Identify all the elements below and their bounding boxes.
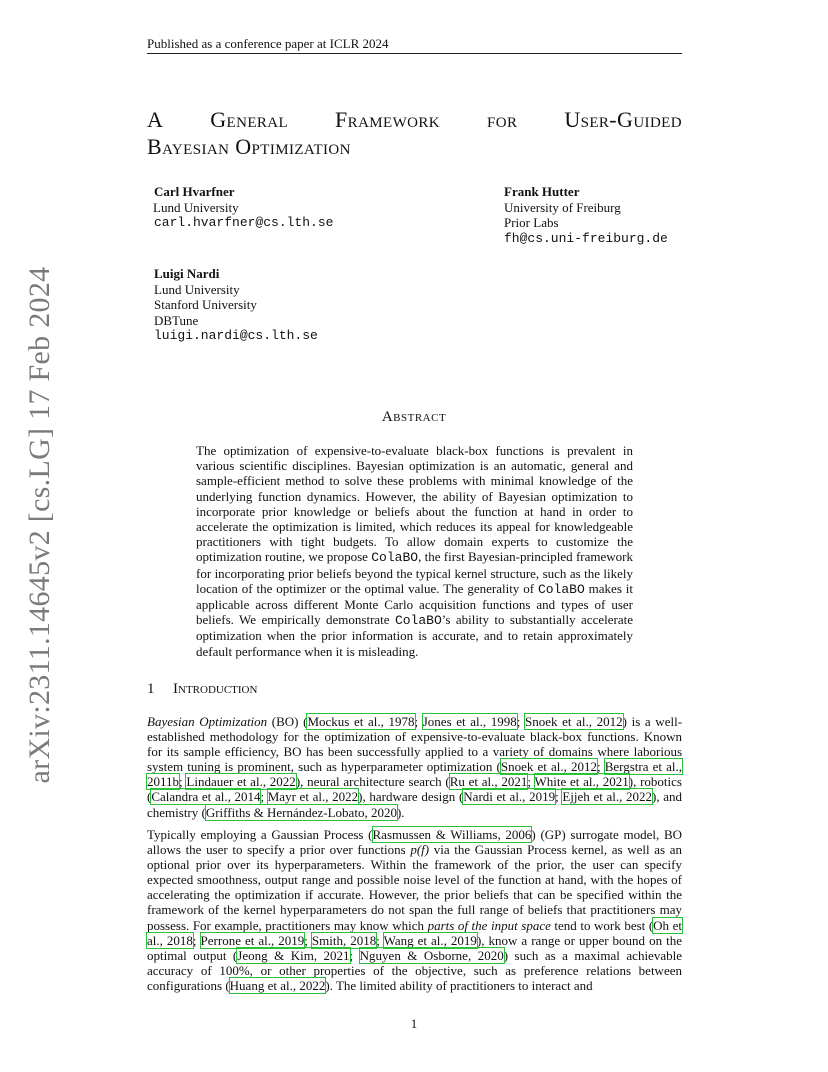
text: ; xyxy=(349,947,360,963)
running-header: Published as a conference paper at ICLR 2024 xyxy=(147,36,389,51)
text: ) such as a maximal achievable accuracy of 100%, or other properties of the objective, such as preference relations between configurations ( xyxy=(147,947,682,993)
text: ), and chemistry ( xyxy=(147,789,682,820)
citation-link[interactable]: Huang et al., 2022 xyxy=(229,977,326,993)
arxiv-stamp[interactable]: arXiv:2311.14645v2 [cs.LG] 17 Feb 2024 xyxy=(23,266,56,784)
citation-link[interactable]: Nguyen & Osborne, 2020 xyxy=(359,947,504,963)
text: ), robotics ( xyxy=(147,774,682,805)
citation-link[interactable]: Snoek et al., 2012 xyxy=(500,759,597,775)
author-affiliation: Stanford University xyxy=(154,297,257,312)
author-affiliation: DBTune xyxy=(154,312,199,328)
author-block-hutter xyxy=(504,184,668,246)
title-word: for xyxy=(486,107,518,132)
author-affiliation: University of Freiburg xyxy=(504,199,621,215)
text: ) is a well-established methodology for the optimization of expensive-to-evaluate black-box functions. Known for its sample efficiency, BO has been successfully applied to a variety of domains where laborious system tuning is prominent, such as hyperparameter optimization ( xyxy=(147,714,683,775)
text: tend to work best ( xyxy=(550,917,654,933)
citation-link[interactable]: Ru et al., 2021 xyxy=(449,774,528,790)
text: ; xyxy=(555,789,563,805)
author-email[interactable]: luigi.nardi@cs.lth.se xyxy=(154,328,318,343)
author-affiliation: Prior Labs xyxy=(504,215,559,230)
title-word: User-Guided xyxy=(564,107,682,132)
section-heading-introduction xyxy=(147,681,257,698)
citation-link[interactable]: Mockus et al., 1978 xyxy=(307,714,415,729)
citation-link[interactable]: Lindauer et al., 2022 xyxy=(186,774,296,790)
paper-title xyxy=(147,106,682,160)
colabo-code: ColaBO xyxy=(537,581,585,597)
emphasis: parts of the input space xyxy=(427,917,551,933)
citation-link[interactable]: Mayr et al., 2022 xyxy=(267,789,359,805)
author-block-nardi xyxy=(154,266,318,344)
abstract-heading: Abstract xyxy=(381,409,447,425)
citation-link[interactable]: Griffiths & Hernández-Lobato, 2020 xyxy=(205,804,397,820)
colabo-code: ColaBO xyxy=(394,613,442,629)
intro-paragraph-1 xyxy=(147,714,682,820)
section-title: Introduction xyxy=(173,681,258,697)
text: ; xyxy=(260,789,268,805)
text: ; xyxy=(376,932,384,948)
author-name: Carl Hvarfner xyxy=(154,184,235,199)
page-number: 1 xyxy=(410,1016,418,1031)
abstract-text: , the first Bayesian-principled framework for incorporating prior beliefs beyond the typical kernel structure, such as the likely location of the optimizer or the optimal value. The generality of xyxy=(196,549,633,596)
title-word: General xyxy=(210,107,289,132)
abstract-body xyxy=(196,443,633,659)
citation-link[interactable]: Calandra et al., 2014 xyxy=(151,789,261,805)
text: ; xyxy=(516,714,526,729)
text: ; xyxy=(527,774,535,790)
text: via the Gaussian Process kernel, as well as an optional prior over its hyperparameters. Within the framework of the prior, the user can specify expected smoothness, output range and possible noise level of the function at hand, with the hopes of accelerating the optimization if accurate. However, the prior beliefs that can be specified within the framework of the kernel hyperparameters do not span the full range of beliefs that practitioners may possess. For example, practitioners may know which xyxy=(147,842,682,933)
title-word: Framework xyxy=(335,107,441,132)
abstract-text: The optimization of expensive-to-evaluate black-box functions is prevalent in various scientific disciplines. Bayesian optimization is an automatic, general and sample-efficient method to solve these problems with minimal knowledge of the underlying function dynamics. However, the ability of Bayesian optimization to incorporate prior knowledge or beliefs about the function at hand in order to accelerate the optimization is limited, which reduces its appeal for knowledgeable practitioners with tight budgets. To allow domain experts to customize the optimization routine, we propose xyxy=(196,443,633,565)
section-number: 1 xyxy=(147,681,155,697)
citation-link[interactable]: Oh et al., 2018 xyxy=(147,917,682,948)
text: ; xyxy=(192,932,201,948)
author-name: Frank Hutter xyxy=(504,184,580,199)
math-expression: p(f) xyxy=(410,842,430,858)
citation-link[interactable]: Ejjeh et al., 2022 xyxy=(562,789,652,805)
text: ; xyxy=(414,714,423,729)
citation-link[interactable]: Jeong & Kim, 2021 xyxy=(237,947,350,963)
abstract-text: ’s ability to substantially accelerate optimization when the prior information is accurate, and to retain approximately default performance when it is misleading. xyxy=(196,612,633,659)
author-name: Luigi Nardi xyxy=(154,266,220,281)
text: ), neural architecture search ( xyxy=(295,774,450,790)
text: ; xyxy=(179,774,187,790)
author-affiliation: Lund University xyxy=(154,281,240,297)
abstract-text: makes it applicable across different Monte Carlo acquisition functions and types of user beliefs. We empirically demonstrate xyxy=(196,580,634,628)
author-block-hvarfner xyxy=(154,184,333,231)
citation-link[interactable]: Snoek et al., 2012 xyxy=(525,714,623,729)
lead-term: Bayesian Optimization xyxy=(147,714,268,729)
author-email[interactable]: fh@cs.uni-freiburg.de xyxy=(504,230,668,246)
citation-link[interactable]: Rasmussen & Williams, 2006 xyxy=(372,827,532,842)
text: ; xyxy=(596,759,605,775)
text: ) (GP) surrogate model, BO allows the user to specify a prior over functions xyxy=(147,827,683,858)
text: ), know a range or upper bound on the optimal output ( xyxy=(147,932,682,963)
citation-link[interactable]: Perrone et al., 2019 xyxy=(200,932,305,948)
citation-link[interactable]: Bergstra et al., 2011b xyxy=(147,759,682,790)
citation-link[interactable]: White et al., 2021 xyxy=(534,774,629,790)
text: Typically employing a Gaussian Process ( xyxy=(147,827,373,842)
citation-link[interactable]: Smith, 2018 xyxy=(311,932,377,948)
header-rule xyxy=(147,53,682,54)
colabo-code: ColaBO xyxy=(371,550,419,566)
author-email[interactable]: carl.hvarfner@cs.lth.se xyxy=(154,215,334,230)
citation-link[interactable]: Jones et al., 1998 xyxy=(422,714,517,729)
author-affiliation: Lund University xyxy=(153,199,239,215)
title-line-2: Bayesian Optimization xyxy=(147,134,351,159)
citation-link[interactable]: Wang et al., 2019 xyxy=(383,932,477,948)
citation-link[interactable]: Nardi et al., 2019 xyxy=(463,789,556,805)
text: ), hardware design ( xyxy=(358,789,464,805)
text: ). The limited ability of practitioners to interact and xyxy=(325,977,593,993)
text: ; xyxy=(304,932,312,948)
text: ). xyxy=(396,804,405,820)
text: (BO) ( xyxy=(267,714,308,729)
title-word: A xyxy=(147,107,164,132)
intro-paragraph-2 xyxy=(147,827,682,993)
